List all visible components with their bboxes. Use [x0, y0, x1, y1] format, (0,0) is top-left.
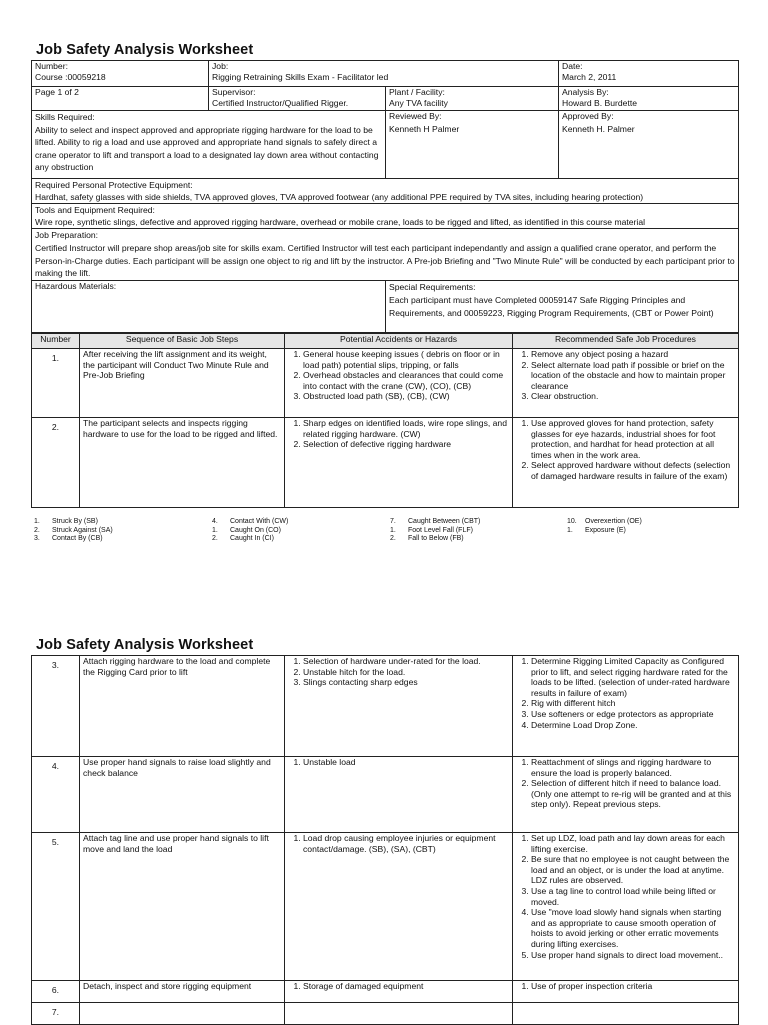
list-item: 2. Select alternate load path if possible or brief on the location of the obstacle and how to maintain proper clearance: [531, 360, 735, 392]
row-procedures: [513, 757, 739, 833]
row-number: 6.: [32, 981, 80, 1003]
plant-value: Any TVA facility: [389, 97, 448, 108]
table-row: [32, 1003, 739, 1025]
row-hazards: [285, 418, 513, 508]
list-item: 2. Overhead obstacles and clearances that could come into contact with the crane (CW), (CO), (CB): [303, 370, 509, 391]
skills-label: Skills Required:: [35, 112, 95, 122]
date-cell: [559, 61, 739, 87]
header-table: [31, 60, 739, 333]
ppe-cell: [32, 179, 739, 204]
row-procedures: [513, 1003, 739, 1025]
list-item: 3. Clear obstruction.: [531, 391, 735, 402]
list-item: 1. Reattachment of slings and rigging hardware to ensure the load is properly balanced.: [531, 757, 735, 778]
row-number: 2.: [32, 418, 80, 508]
reviewed-label: Reviewed By:: [389, 111, 442, 121]
plant-label: Plant / Facility:: [389, 87, 445, 97]
row-number: 1.: [32, 349, 80, 418]
list-item: 3. Use softeners or edge protectors as appropriate: [531, 709, 735, 720]
hazard-legend-col1: [34, 518, 113, 544]
tools-value: Wire rope, synthetic slings, defective and approved rigging hardware, overhead or mobile crane, loads to be rigged and lifted, as identified in this course material: [35, 217, 646, 227]
row-step: Attach rigging hardware to the load and complete the Rigging Card prior to lift: [80, 656, 285, 757]
course-number: Course :00059218: [35, 71, 106, 82]
page-number: Page 1 of 2: [32, 87, 209, 111]
reviewed-value: Kenneth H Palmer: [389, 123, 460, 134]
supervisor-cell: [209, 87, 386, 111]
skills-value: Ability to select and inspect approved and appropriate rigging hardware for the load to be lifted. Ability to rig a load and use approved and appropriate hand signals to safely direct a crane operator to lift and transport a load to a designated lay down area without contacting any obstruction: [35, 124, 379, 173]
legend-item: 1. Foot Level Fall (FLF): [390, 526, 473, 534]
row-step: Use proper hand signals to raise load slightly and check balance: [80, 757, 285, 833]
ppe-value: Hardhat, safety glasses with side shields, TVA approved gloves, TVA approved footwear (any additional PPE required by TVA sites, including hearing protection): [35, 192, 644, 202]
table-row: [32, 656, 739, 757]
hazard-legend-col4: [567, 518, 642, 535]
row-hazards: [285, 981, 513, 1003]
list-item: 1. Use approved gloves for hand protection, safety glasses for eye hazards, industrial shoes for foot protection, and hardhat for head protection at all times when in the work area.: [531, 418, 735, 460]
analysis-value: Howard B. Burdette: [562, 97, 637, 108]
ppe-label: Required Personal Protective Equipment:: [35, 180, 193, 190]
legend-item: 3. Contact By (CB): [34, 535, 103, 542]
tools-cell: [32, 204, 739, 229]
row-hazards: [285, 757, 513, 833]
row-procedures: [513, 833, 739, 981]
hazard-legend-col3: [390, 518, 480, 544]
row-number: 3.: [32, 656, 80, 757]
job-value: Rigging Retraining Skills Exam - Facilitator led: [212, 71, 389, 82]
legend-item: 1. Exposure (E): [567, 526, 626, 534]
list-item: 1. Remove any object posing a hazard: [531, 349, 735, 360]
row-number: 4.: [32, 757, 80, 833]
table-row: [32, 349, 739, 418]
list-item: 2. Rig with different hitch: [531, 698, 735, 709]
col-procedures: Recommended Safe Job Procedures: [513, 334, 739, 349]
list-item: 5. Use proper hand signals to direct load movement..: [531, 950, 735, 961]
number-cell: [32, 61, 209, 87]
list-item: 2. Unstable hitch for the load.: [303, 667, 509, 678]
special-cell: [386, 281, 739, 333]
analysis-cell: [559, 87, 739, 111]
row-step: [80, 1003, 285, 1025]
col-hazards: Potential Accidents or Hazards: [285, 334, 513, 349]
row-hazards: [285, 656, 513, 757]
hazmat-cell: [32, 281, 386, 333]
number-label: Number:: [35, 61, 68, 71]
worksheet-title: Job Safety Analysis Worksheet: [36, 42, 254, 58]
row-procedures: [513, 981, 739, 1003]
steps-table-page1: [31, 333, 739, 508]
col-steps: Sequence of Basic Job Steps: [80, 334, 285, 349]
list-item: 4. Determine Load Drop Zone.: [531, 720, 735, 731]
prep-label: Job Preparation:: [35, 230, 99, 240]
list-item: 1. Selection of hardware under-rated for the load.: [303, 656, 509, 667]
legend-item: 10. Overexertion (OE): [567, 518, 642, 525]
date-label: Date:: [562, 61, 583, 71]
legend-item: 1. Caught On (CO): [212, 526, 281, 534]
worksheet-title-page2: Job Safety Analysis Worksheet: [36, 637, 254, 653]
table-row: [32, 757, 739, 833]
job-label: Job:: [212, 61, 229, 71]
list-item: 3. Slings contacting sharp edges: [303, 677, 509, 688]
row-number: 7.: [32, 1003, 80, 1025]
hazmat-label: Hazardous Materials:: [35, 281, 117, 292]
list-item: 1. Determine Rigging Limited Capacity as Configured prior to lift, and select rigging hardware rated for the loads to be lifted. (selection of under-rated hardware results in failure of exam): [531, 656, 735, 698]
legend-item: 1. Struck By (SB): [34, 518, 98, 525]
analysis-label: Analysis By:: [562, 87, 609, 97]
supervisor-value: Certified Instructor/Qualified Rigger.: [212, 97, 349, 108]
list-item: 1. Load drop causing employee injuries or equipment contact/damage. (SB), (SA), (CBT): [303, 833, 509, 854]
prep-value: Certified Instructor will prepare shop areas/job site for skills exam. Certified Instructor will test each participant independantly and assign a qualified crane operator, and perform the Person-in-Charge duties. Each participant will be assign one object to rig and lift by the instructor. A Pre-job Briefing and "Two Minute Rule" will be conducted by each participant prior to making the lift.: [35, 242, 735, 279]
row-step: Attach tag line and use proper hand signals to lift move and land the load: [80, 833, 285, 981]
row-step: After receiving the lift assignment and its weight, the participant will Conduct Two Minute Rule and Pre-Job Briefing: [80, 349, 285, 418]
date-value: March 2, 2011: [562, 71, 617, 82]
row-hazards: [285, 349, 513, 418]
list-item: 4. Use "move load slowly hand signals when starting and as appropriate to cause smooth operation of hoists to avoid jerking or other erratic movements during lifting exercises.: [531, 907, 735, 949]
legend-item: 2. Fall to Below (FB): [390, 535, 464, 542]
row-hazards: [285, 1003, 513, 1025]
row-procedures: [513, 656, 739, 757]
approved-cell: [559, 111, 739, 179]
list-item: 1. Use of proper inspection criteria: [531, 981, 735, 992]
hazard-legend-col2: [212, 518, 288, 544]
row-number: 5.: [32, 833, 80, 981]
table-row: [32, 418, 739, 508]
list-item: 1. General house keeping issues ( debris on floor or in load path) potential slips, tripping, or falls: [303, 349, 509, 370]
steps-table-page2: [31, 655, 739, 1025]
list-item: 2. Be sure that no employee is not caught between the load and an object, or is under the load at anytime. LDZ rules are observed.: [531, 854, 735, 886]
list-item: 2. Select approved hardware without defects (selection of damaged hardware results in failure of the exam): [531, 460, 735, 481]
job-cell: [209, 61, 559, 87]
supervisor-label: Supervisor:: [212, 87, 256, 97]
row-procedures: [513, 418, 739, 508]
list-item: 3. Use a tag line to control load while being lifted or moved.: [531, 886, 735, 907]
table-row: [32, 981, 739, 1003]
list-item: 3. Obstructed load path (SB), (CB), (CW): [303, 391, 509, 402]
skills-cell: [32, 111, 386, 179]
legend-item: 2. Caught In (CI): [212, 535, 274, 542]
plant-cell: [386, 87, 559, 111]
approved-value: Kenneth H. Palmer: [562, 123, 635, 134]
list-item: 1. Set up LDZ, load path and lay down areas for each lifting exercise.: [531, 833, 735, 854]
list-item: 1. Sharp edges on identified loads, wire rope slings, and related rigging hardware. (CW): [303, 418, 509, 439]
prep-cell: [32, 229, 739, 281]
reviewed-cell: [386, 111, 559, 179]
row-step: The participant selects and inspects rigging hardware to use for the load to be rigged and lifted.: [80, 418, 285, 508]
list-item: 1. Unstable load: [303, 757, 509, 768]
approved-label: Approved By:: [562, 111, 614, 121]
tools-label: Tools and Equipment Required:: [35, 205, 155, 215]
row-procedures: [513, 349, 739, 418]
col-number: Number: [32, 334, 80, 349]
list-item: 2. Selection of defective rigging hardware: [303, 439, 509, 450]
legend-item: 7. Caught Between (CBT): [390, 518, 481, 525]
special-label: Special Requirements:: [389, 282, 476, 293]
row-step: Detach, inspect and store rigging equipment: [80, 981, 285, 1003]
row-hazards: [285, 833, 513, 981]
legend-item: 4. Contact With (CW): [212, 518, 289, 525]
list-item: 2. Selection of different hitch if need to balance load. (Only one attempt to re-rig will be granted and at this step only). Repeat previous steps.: [531, 778, 735, 810]
special-value: Each participant must have Completed 00059147 Safe Rigging Principles and Requirements, and 00059223, Rigging Program Requirements, (CBT or Power Point): [389, 294, 714, 318]
table-row: [32, 833, 739, 981]
legend-item: 2. Struck Against (SA): [34, 526, 113, 534]
list-item: 1. Storage of damaged equipment: [303, 981, 509, 992]
